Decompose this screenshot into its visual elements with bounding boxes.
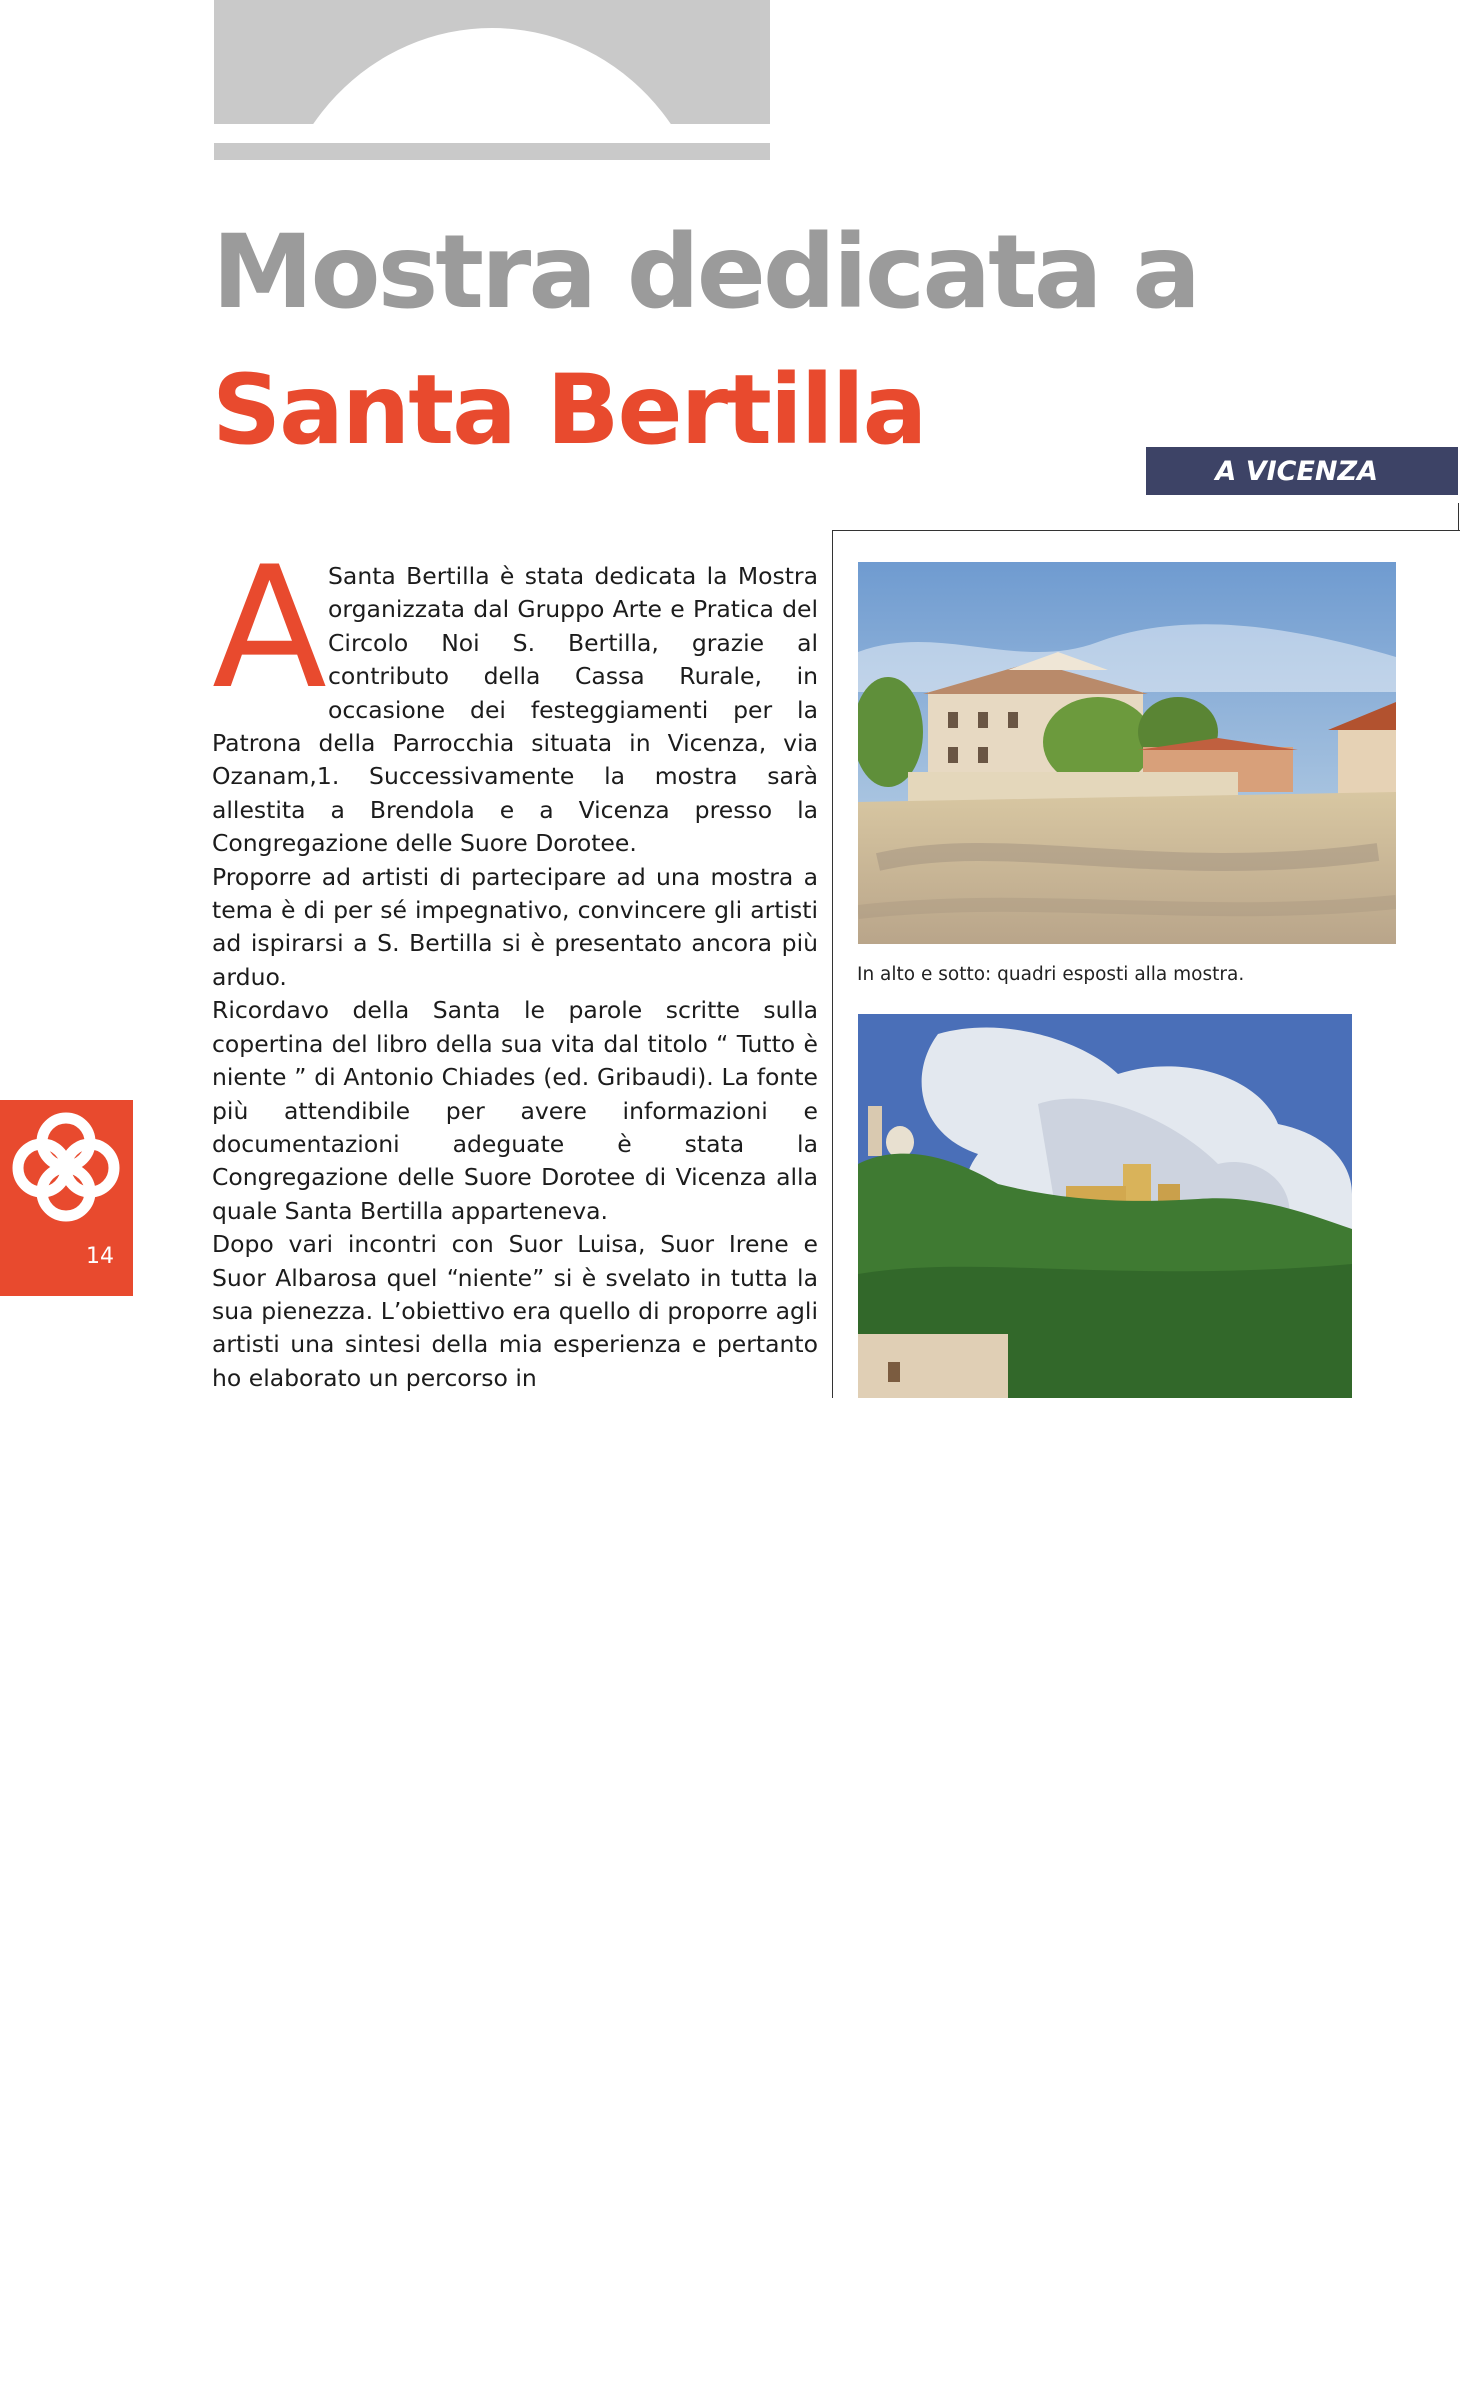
headline-line-1: Mostra dedicata a — [212, 213, 1199, 332]
painting-hill-castle-image — [858, 1014, 1352, 1398]
frame-rule-left — [832, 530, 833, 1398]
image-caption: In alto e sotto: quadri esposti alla mostra. — [857, 964, 1245, 985]
painting-villa-image — [858, 562, 1396, 944]
frame-rule — [1458, 503, 1459, 531]
article-paragraph: Dopo vari incontri con Suor Luisa, Suor Irene e Suor Albarosa quel “niente” si è svelato in tutta la sua pienezza. L’obiettivo era quello di proporre agli artisti una sintesi della mia esperienza e pertanto ho elaborato un percorso in — [212, 1230, 818, 1392]
arch-shape — [272, 28, 712, 124]
page-number: 14 — [86, 1244, 114, 1269]
frame-rule-top — [832, 530, 1460, 531]
article-paragraph: Ricordavo della Santa le parole scritte sulla copertina del libro della sua vita dal titolo “ Tutto è niente ” di Antonio Chiades (ed. Gribaudi). La fonte più attendibile per avere informazioni e documentazioni adeguate è stata la Congregazione delle Suore Dorotee di Vicenza alla quale Santa Bertilla apparteneva. — [212, 996, 818, 1225]
knot-logo-icon — [0, 1100, 133, 1230]
header-arch-graphic — [214, 0, 770, 124]
painting-villa — [858, 562, 1396, 944]
section-tag: A VICENZA — [1146, 447, 1458, 495]
article-paragraph: Santa Bertilla è stata dedicata la Mostra organizzata dal Gruppo Arte e Pratica del Circolo Noi S. Bertilla, grazie al contributo della Cassa Rurale, in occasione dei festeggiamenti per la Patrona della Parrocchia situata in Vicenza, via Ozanam,1. Successivamente la mostra sarà allestita a Brendola e a Vicenza presso la Congregazione delle Suore Dorotee. — [212, 562, 818, 858]
article-body — [212, 530, 818, 1395]
drop-cap: A — [212, 530, 327, 726]
article-paragraph: Proporre ad artisti di partecipare ad una mostra a tema è di per sé impegnativo, convincere gli artisti ad ispirarsi a S. Bertilla si è presentato ancora più arduo. — [212, 862, 818, 991]
header-rule-bar — [214, 143, 770, 160]
headline-line-2: Santa Bertilla — [212, 354, 926, 466]
painting-hill-castle — [858, 1014, 1352, 1398]
